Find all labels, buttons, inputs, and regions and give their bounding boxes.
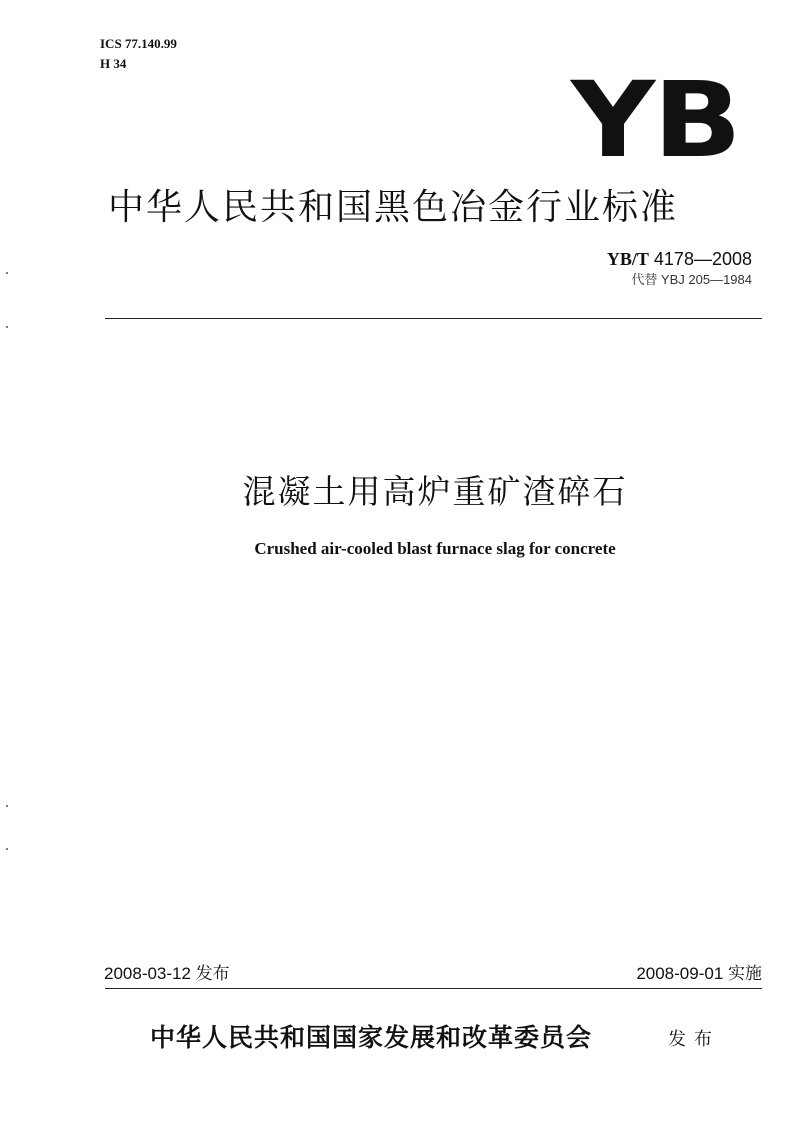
ics-code: ICS 77.140.99 [100,36,177,51]
chinese-title: 混凝土用高炉重矿渣碎石 [242,472,628,511]
standard-number-value: 4178—2008 [653,249,752,269]
top-divider [105,318,762,319]
scan-speck [6,326,8,328]
classification-code: H 34 [100,56,127,71]
publish-label: 发布 [668,1029,720,1050]
standard-number [607,248,752,270]
standard-number-prefix: YB/T [606,249,649,269]
scan-speck [6,272,8,274]
replaces-standard: 代替 YBJ 205—1984 [631,272,752,287]
scan-speck [6,848,8,850]
issuing-authority: 中华人民共和国国家发展和改革委员会 [150,1023,593,1052]
implementation-date: 2008-09-01 实施 [636,964,762,983]
english-title: Crushed air-cooled blast furnace slag for concrete [254,539,616,558]
scan-speck [6,805,8,807]
organization-title: 中华人民共和国黑色冶金行业标准 [108,187,679,228]
bottom-divider [105,988,762,989]
issue-date: 2008-03-12 发布 [104,964,230,983]
yb-logo: YB [571,59,740,181]
